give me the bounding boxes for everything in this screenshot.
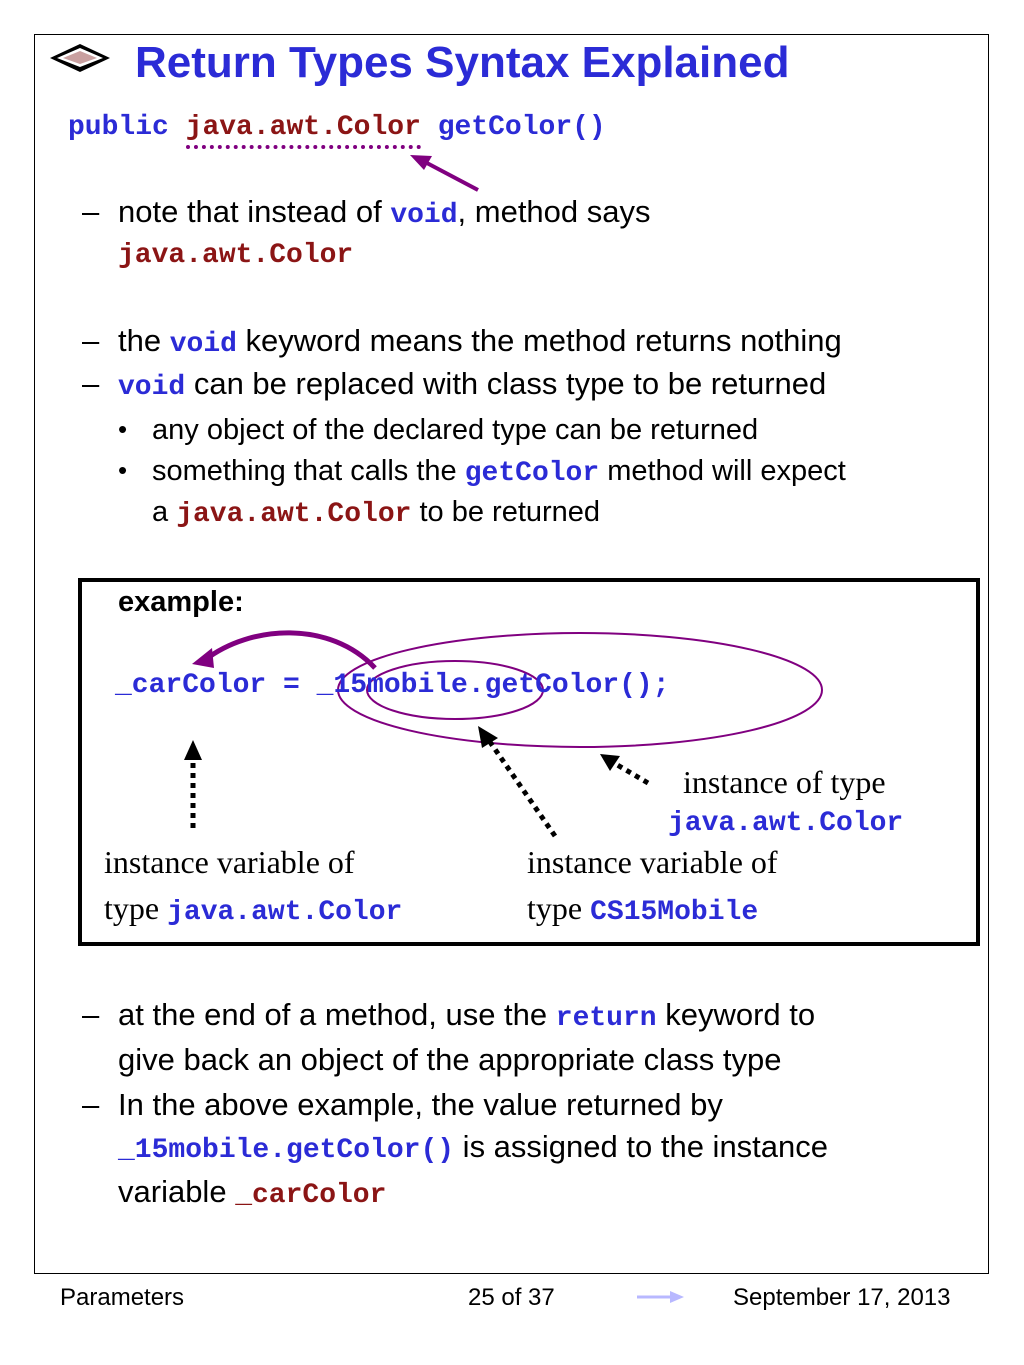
- bullet-text: a: [152, 496, 177, 528]
- annotation-text: type: [527, 890, 591, 926]
- code-void: void: [390, 200, 458, 231]
- footer-title: Parameters: [60, 1284, 185, 1311]
- dash-marker: –: [82, 366, 100, 401]
- bullet-text: is assigned to the instance: [454, 1129, 829, 1164]
- bullet-example-explained: In the above example, the value returned by: [118, 1087, 723, 1122]
- code-cs15mobile: CS15Mobile: [590, 897, 759, 928]
- bullet-text: at the end of a method, use the: [118, 997, 556, 1032]
- code-getcolor: getColor: [464, 458, 600, 489]
- bullet-text: something that calls the: [152, 455, 465, 487]
- bullet-void-meaning: [118, 323, 842, 360]
- annotation-right-line1: instance of type: [683, 764, 886, 800]
- bullet-text: , method says: [457, 194, 651, 229]
- dash-marker: –: [82, 323, 100, 358]
- sub-bullet-marker: •: [118, 414, 128, 444]
- code-void: void: [118, 372, 186, 403]
- sub-bullet-any-object: any object of the declared type can be returned: [152, 414, 759, 446]
- bullet-return-keyword: [118, 997, 815, 1034]
- dash-marker: –: [82, 194, 100, 229]
- sub-bullet-marker: •: [118, 455, 128, 485]
- annotation-mid-line1: instance variable of: [527, 844, 778, 880]
- code-void: void: [169, 329, 237, 360]
- page-title: Return Types Syntax Explained: [135, 38, 790, 87]
- annotation-mid-line2: [527, 890, 758, 928]
- sub-bullet-caller-expects-cont: [152, 496, 600, 530]
- example-code: _carColor = _15mobile.getColor();: [115, 670, 670, 701]
- bullet-text: can be replaced with class type to be returned: [185, 366, 827, 401]
- dash-marker: –: [82, 997, 100, 1032]
- annotation-right-code: java.awt.Color: [668, 808, 904, 839]
- annotation-text: type: [104, 890, 168, 926]
- code-color-type: java.awt.Color: [176, 499, 412, 530]
- annotation-left-line1: instance variable of: [104, 844, 355, 880]
- bullet-text: the: [118, 323, 170, 358]
- code-color-type: java.awt.Color: [118, 240, 354, 271]
- bullet-text: note that instead of: [118, 194, 391, 229]
- bullet-example-explained-cont2: [118, 1174, 386, 1211]
- signature-keyword: public: [68, 112, 169, 143]
- bullet-text: method will expect: [599, 455, 846, 487]
- code-return: return: [555, 1003, 657, 1034]
- bullet-example-explained-cont: [118, 1129, 828, 1166]
- bullet-text: keyword means the method returns nothing: [236, 323, 842, 358]
- bullet-void-replace: [118, 366, 826, 403]
- signature-type: java.awt.Color: [186, 112, 421, 149]
- footer-date: September 17, 2013: [733, 1284, 951, 1311]
- method-signature: [68, 112, 606, 143]
- code-carcolor: _carColor: [235, 1180, 387, 1211]
- bullet-text: variable: [118, 1174, 236, 1209]
- bullet-text: to be returned: [411, 496, 601, 528]
- code-getcolor-call: _15mobile.getColor(): [118, 1135, 455, 1166]
- bullet-text: keyword to: [656, 997, 816, 1032]
- example-label: example:: [118, 586, 244, 618]
- sub-bullet-caller-expects: [152, 455, 846, 489]
- annotation-left-line2: [104, 890, 402, 928]
- bullet-return-keyword-cont: give back an object of the appropriate class type: [118, 1042, 782, 1077]
- signature-method: getColor(): [437, 112, 606, 143]
- page-number: 25 of 37: [468, 1284, 555, 1311]
- next-arrow-icon: [637, 1291, 684, 1303]
- bullet-void-replaced: [118, 194, 651, 231]
- dash-marker: –: [82, 1087, 100, 1122]
- code-color-type: java.awt.Color: [167, 897, 403, 928]
